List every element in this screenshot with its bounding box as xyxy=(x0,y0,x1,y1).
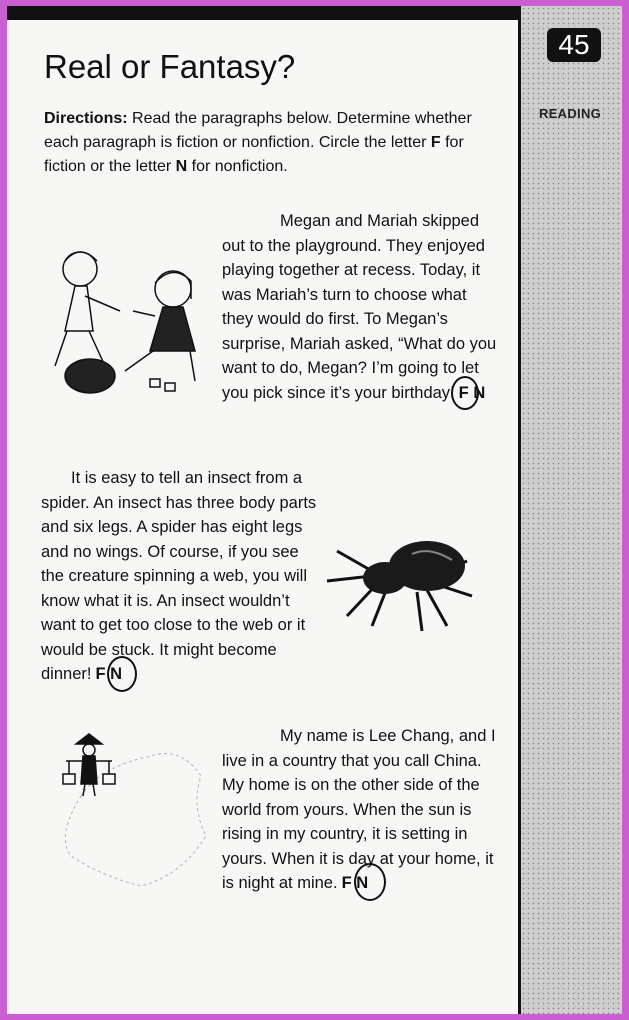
paragraph-2 xyxy=(41,466,321,687)
section-label: READING xyxy=(539,106,602,121)
textured-sidebar xyxy=(518,6,622,1014)
directions-text-2: for fiction or the letter xyxy=(44,134,464,175)
answer-options-3 xyxy=(342,871,369,896)
paragraph-1 xyxy=(222,209,502,405)
paragraph-2-text: It is easy to tell an insect from a spider. An insect has three body parts and six legs. A spider has eight legs and no wings. Of course, if you see the creature spinning a web, you will know what it is. An insect wouldn’t want to get too close to the web or it would be stuck. It might become dinner! xyxy=(41,469,317,683)
answer-circle-1 xyxy=(451,376,479,410)
paragraph-3-text: My name is Lee Chang, and I live in a country that you call China. My home is on the other side of the world from yours. When the sun is rising in my country, it is setting in yours. When it is day at your home, it is night at mine. xyxy=(222,727,496,892)
china-map-illustration xyxy=(41,726,221,906)
directions-text-3: for nonfiction. xyxy=(187,158,288,175)
answer-circle-3 xyxy=(354,863,386,901)
answer-options-1 xyxy=(459,381,486,406)
spider-illustration xyxy=(317,526,477,636)
option-f-3[interactable]: F xyxy=(341,874,352,892)
option-n-2[interactable]: N xyxy=(110,665,123,683)
option-n-3[interactable]: N xyxy=(356,874,369,892)
page-number: 45 xyxy=(547,28,601,62)
paragraph-3 xyxy=(222,724,502,896)
girls-playing-illustration xyxy=(45,241,215,401)
option-n-1[interactable]: N xyxy=(473,383,486,402)
worksheet-page xyxy=(7,6,622,1014)
answer-circle-2 xyxy=(107,656,137,692)
option-f-1[interactable]: F xyxy=(458,383,469,402)
directions-label: Directions: xyxy=(44,110,128,127)
directions-letter-n: N xyxy=(175,158,188,175)
directions-text-1: Read the paragraphs below. Determine whether each paragraph is fiction or nonfiction. Circle the letter xyxy=(44,110,472,151)
answer-options-2 xyxy=(95,662,122,687)
directions-letter-f: F xyxy=(430,134,441,151)
page-title: Real or Fantasy? xyxy=(44,48,296,85)
directions xyxy=(44,107,484,179)
paragraph-1-text: Megan and Mariah skipped out to the playground. They enjoyed playing together at recess. Today, it was Mariah’s turn to choose what they would do first. To Megan’s surprise, Mariah asked, “What do you want to do, Megan? I’m going to let you pick since it’s your birthday! xyxy=(222,212,497,402)
option-f-2[interactable]: F xyxy=(95,665,106,683)
